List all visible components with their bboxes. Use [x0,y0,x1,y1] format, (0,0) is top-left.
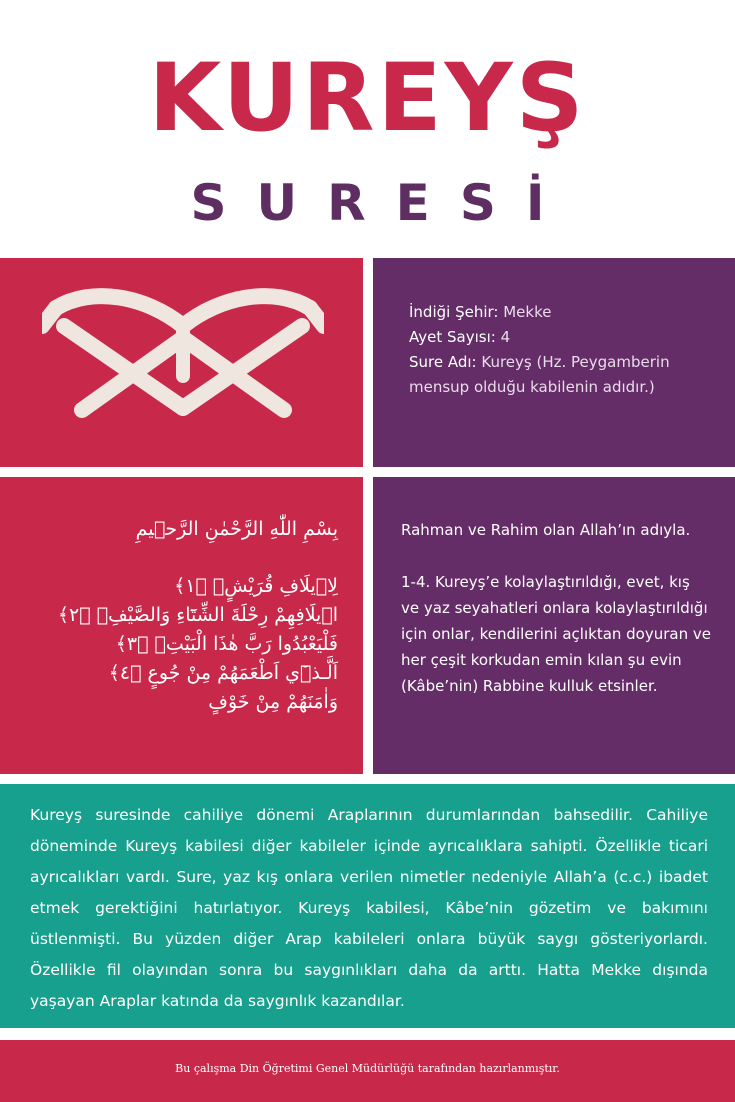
name-value: Kureyş (Hz. Peygamberin mensup olduğu kabilenin adıdır.) [409,353,670,396]
arabic-panel [0,477,363,774]
page-title: KUREYŞ [148,44,587,153]
name-row [409,350,719,400]
icon-panel [0,258,363,467]
verses-label: Ayet Sayısı: [409,328,496,346]
city-value: Mekke [498,303,552,321]
city-label: İndiği Şehir: [409,303,499,321]
verse-4: اَلَّـذ۪ٓي اَطْعَمَهُمْ مِنْ جُوعٍ ﴿٤﴾ [108,662,338,684]
arabic-text [20,515,338,717]
verse-2: ا۪يلَافِهِمْ رِحْلَةَ الشِّتَٓاءِ وَالصَّيْفِۚ ﴿٢﴾ [57,604,338,626]
meaning-text [401,517,711,699]
name-label: Sure Adı: [409,353,477,371]
verse-3: فَلْيَعْبُدُوا رَبَّ هٰذَا الْبَيْتِۙ ﴿٣﴾ [115,633,338,655]
meaning-panel [373,477,735,774]
city-row [409,300,719,325]
meaning-body: 1-4. Kureyş’e kolaylaştırıldığı, evet, kış ve yaz seyahatleri onlara kolaylaştırıldığı için onlar, kendilerini açlıktan doyuran ve her çeşit korkudan emin kılan şu evin (Kâbe’nin) Rabbine kulluk etsinler. [401,573,711,695]
footer [0,1040,735,1102]
description-text: Kureyş suresinde cahiliye dönemi Araplarının durumlarından bahsedilir. Cahiliye döneminde Kureyş kabilesi diğer kabileler içinde ayrıcalıklara sahipti. Özellikle ticari ayrıcalıkları vardı. Sure, yaz kış onlara verilen nimetler nedeniyle Allah’a (c.c.) ibadet etmek gerektiğini hatırlatıyor. Kureyş kabilesi, Kâbe’nin gözetim ve bakımını üstlenmişti. Bu yüzden diğer Arap kabileleri onlara büyük saygı gösteriyorlardı. Özellikle fil olayından sonra bu saygınlıkları daha da arttı. Hatta Mekke dışında yaşayan Araplar katında da saygınlık kazandılar. [30,806,708,1010]
verse-4-continued: وَاٰمَنَهُمْ مِنْ خَوْفٍ [208,691,338,713]
info-panel [373,258,735,467]
verses-value: 4 [495,328,511,346]
verses-row [409,325,719,350]
description-panel [0,784,735,1028]
sura-info [409,300,719,400]
verse-1: لِا۪يلَافِ قُرَيْشٍۙ ﴿١﴾ [174,575,338,597]
footer-credit: Bu çalışma Din Öğretimi Genel Müdürlüğü tarafından hazırlanmıştır. [175,1062,560,1075]
quran-stand-icon [42,286,324,422]
page-subtitle: SURESİ [190,174,575,232]
basmala: بِسْمِ اللّٰهِ الرَّحْمٰنِ الرَّح۪يمِ [135,518,338,540]
meaning-intro: Rahman ve Rahim olan Allah’ın adıyla. [401,521,691,539]
